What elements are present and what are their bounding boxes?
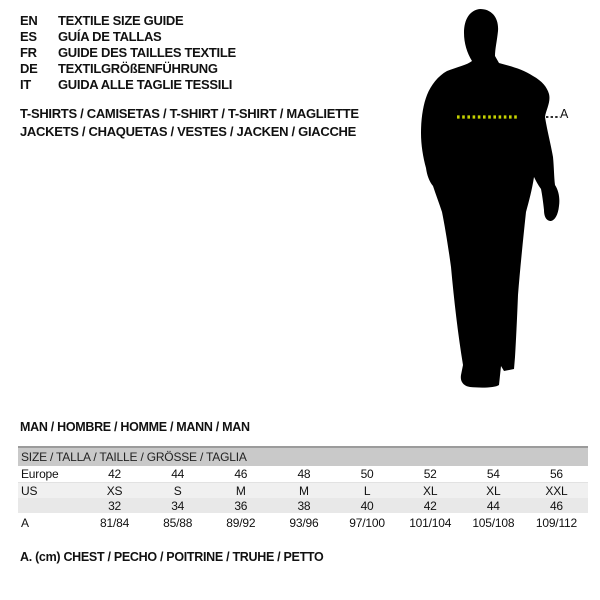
size-table bbox=[18, 446, 588, 532]
size-value: 46 bbox=[549, 498, 563, 513]
size-value: 89/92 bbox=[226, 515, 256, 530]
language-code: FR bbox=[20, 45, 37, 60]
table-row-numeric bbox=[18, 498, 588, 513]
size-value: M bbox=[235, 483, 246, 498]
chest-measure-label: A bbox=[560, 107, 569, 121]
language-code: EN bbox=[20, 13, 38, 28]
size-value: M bbox=[299, 483, 309, 498]
size-value: 50 bbox=[360, 467, 374, 481]
list-item bbox=[20, 45, 236, 61]
table-header-label: SIZE / TALLA / TAILLE / GRÖSSE / TAGLIA bbox=[21, 450, 247, 464]
list-item bbox=[20, 13, 236, 29]
language-title: TEXTILGRÖßENFÜHRUNG bbox=[58, 61, 218, 76]
language-list bbox=[20, 13, 236, 93]
size-value: 44 bbox=[171, 467, 185, 481]
language-title: GUÍA DE TALLAS bbox=[58, 29, 162, 44]
garment-categories bbox=[20, 105, 359, 140]
size-value: 52 bbox=[423, 467, 437, 481]
size-value: 42 bbox=[423, 498, 437, 513]
size-value: 44 bbox=[486, 498, 500, 513]
size-value: L bbox=[363, 483, 371, 498]
size-value: 101/104 bbox=[409, 515, 452, 530]
size-value: XXL bbox=[545, 483, 568, 498]
table-row-europe bbox=[18, 466, 588, 483]
table-row-chest-cm bbox=[18, 513, 588, 532]
size-value: 38 bbox=[297, 498, 311, 513]
size-value: 36 bbox=[234, 498, 248, 513]
size-value: 54 bbox=[486, 467, 500, 481]
row-label: US bbox=[21, 483, 38, 498]
language-title: GUIDA ALLE TAGLIE TESSILI bbox=[58, 77, 233, 92]
size-value: 34 bbox=[171, 498, 185, 513]
size-value: 48 bbox=[297, 467, 311, 481]
category-line-tshirts: T-SHIRTS / CAMISETAS / T-SHIRT / T-SHIRT / MAGLIETTE bbox=[20, 106, 359, 121]
language-title: TEXTILE SIZE GUIDE bbox=[58, 13, 184, 28]
table-row-us bbox=[18, 483, 588, 498]
size-value: 32 bbox=[108, 498, 122, 513]
list-item bbox=[20, 29, 236, 45]
row-label: A bbox=[21, 515, 29, 530]
table-header-row bbox=[18, 448, 588, 466]
language-code: ES bbox=[20, 29, 37, 44]
size-value: 93/96 bbox=[289, 515, 319, 530]
size-value: 46 bbox=[234, 467, 248, 481]
category-line-jackets: JACKETS / CHAQUETAS / VESTES / JACKEN / GIACCHE bbox=[20, 123, 356, 139]
man-silhouette-svg bbox=[395, 5, 575, 395]
measurement-legend: A. (cm) CHEST / PECHO / POITRINE / TRUHE / PETTO bbox=[20, 550, 324, 564]
size-value: 97/100 bbox=[349, 515, 385, 530]
size-value: 109/112 bbox=[535, 515, 577, 530]
size-value: 40 bbox=[360, 498, 374, 513]
size-value: XS bbox=[106, 483, 123, 498]
size-value: 85/88 bbox=[163, 515, 193, 530]
language-title: GUIDE DES TAILLES TEXTILE bbox=[58, 45, 236, 60]
list-item bbox=[20, 61, 236, 77]
man-silhouette bbox=[421, 9, 559, 388]
size-value: XL bbox=[486, 483, 501, 498]
language-code: DE bbox=[20, 61, 38, 76]
size-value: 42 bbox=[108, 467, 122, 481]
man-figure bbox=[395, 5, 575, 395]
list-item bbox=[20, 77, 236, 93]
row-label: Europe bbox=[21, 467, 59, 481]
language-code: IT bbox=[20, 77, 31, 92]
size-value: XL bbox=[423, 483, 438, 498]
size-value: 56 bbox=[549, 467, 563, 481]
section-title-man: MAN / HOMBRE / HOMME / MANN / MAN bbox=[20, 420, 250, 434]
size-value: 81/84 bbox=[100, 515, 130, 530]
size-value: 105/108 bbox=[472, 515, 515, 530]
size-value: S bbox=[173, 483, 182, 498]
